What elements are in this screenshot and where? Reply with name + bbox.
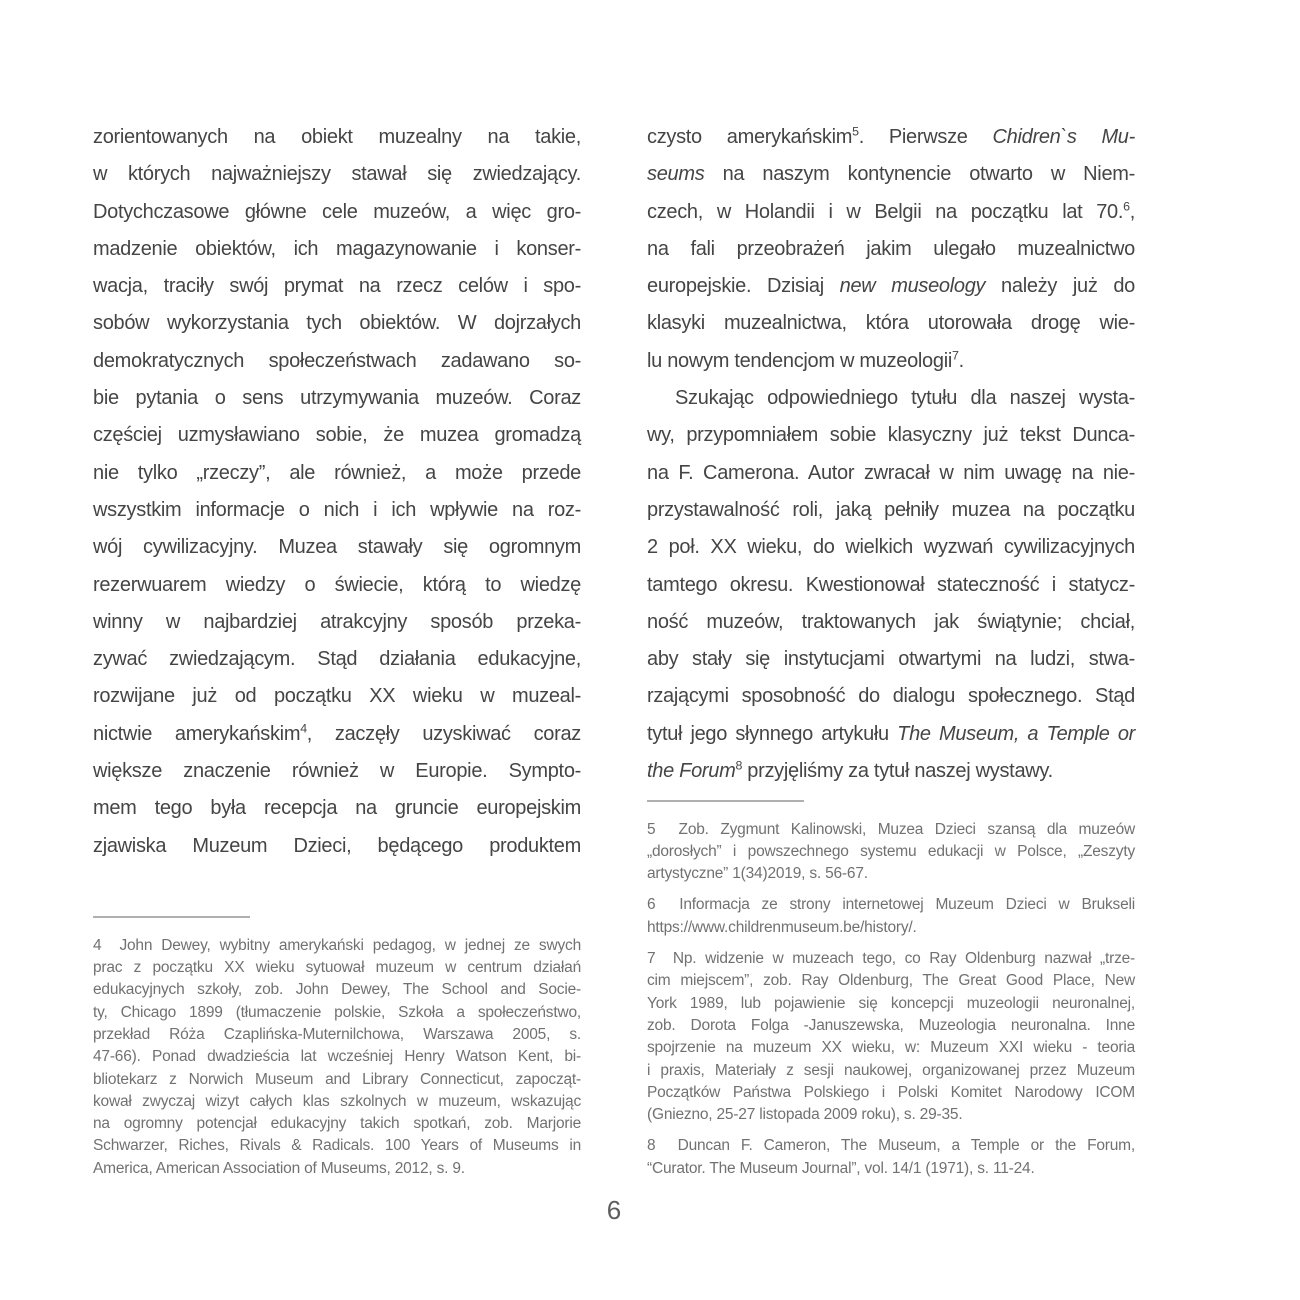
text-line: cim miejscem”, zob. Ray Oldenburg, The Great Good Place, New (647, 972, 1135, 990)
text-line: 2 poł. XX wieku, do wielkich wyzwań cywilizacyjnych (647, 536, 1135, 559)
text-line: klasyki muzealnictwa, która utorowała drogę wie- (647, 312, 1135, 335)
text-line: wacja, traciły swój prymat na rzecz celów i spo- (93, 275, 581, 298)
text-line: wszystkim informacje o nich i ich wpływie na roz- (93, 498, 581, 521)
left-column (93, 119, 581, 1180)
text-line: spojrzenie na muzeum XX wieku, w: Muzeum XXI wieku - teoria (647, 1039, 1135, 1057)
text-line: prac z początku XX wieku sytuował muzeum w centrum działań (93, 959, 581, 977)
text-line: winny w najbardziej atrakcyjny sposób przeka- (93, 610, 581, 633)
footnote-4 (93, 935, 581, 1180)
text-line: 6 Informacja ze strony internetowej Muzeum Dzieci w Brukseli (647, 896, 1135, 914)
text-line: czysto amerykańskim$^5$. Pierwsze Chidren`s Mu- (647, 124, 1135, 148)
text-line: Dotychczasowe główne cele muzeów, a więc gro- (93, 200, 581, 223)
text-line: zorientowanych na obiekt muzealny na takie, (93, 126, 581, 148)
text-line: Szukając odpowiedniego tytułu dla naszej wysta- (675, 387, 1135, 410)
text-line: https://www.childrenmuseum.be/history/. (647, 918, 917, 936)
right-column (647, 119, 1135, 1180)
text-line: rezerwuarem wiedzy o świecie, którą to wiedzę (93, 573, 581, 596)
text-line: przekład Róża Czaplińska-Muternilchowa, Warszawa 2005, s. (93, 1025, 581, 1043)
text-line: 7 Np. widzenie w muzeach tego, co Ray Oldenburg nazwał „trze- (647, 950, 1135, 968)
footnote-separator (647, 800, 804, 802)
text-line: 47-66). Ponad dwadzieścia lat wcześniej Henry Watson Kent, bi- (93, 1048, 581, 1066)
text-line: na ogromny potencjał edukacyjny takich spotkań, zob. Marjorie (93, 1115, 581, 1133)
text-line: aby stały się instytucjami otwartymi na ludzi, stwa- (647, 648, 1135, 671)
text-line: Początków Państwa Polskiego i Polski Komitet Narodowy ICOM (647, 1083, 1135, 1101)
footnote-7 (647, 948, 1135, 1126)
text-line: czech, w Holandii i w Belgii na początku lat 70.$^6$, (647, 198, 1135, 223)
text-line: the Forum$^8$ przyjęliśmy za tytuł naszej wystawy. (647, 758, 1053, 783)
text-line: zob. Dorota Folga -Januszewska, Muzeologia neuronalna. Inne (647, 1016, 1135, 1034)
text-line: tamtego okresu. Kwestionował stateczność i statycz- (647, 573, 1135, 596)
text-line: zywać zwiedzającym. Stąd działania edukacyjne, (93, 648, 581, 671)
text-line: wy, przypomniałem sobie klasyczny już tekst Dunca- (647, 424, 1135, 447)
text-line: na F. Camerona. Autor zwracał w nim uwagę na nie- (647, 461, 1135, 484)
text-line: tytuł jego słynnego artykułu The Museum, a Temple or (647, 722, 1135, 745)
text-line: nie tylko „rzeczy”, ale również, a może przede (93, 461, 581, 484)
text-line: mem tego była recepcja na gruncie europejskim (93, 797, 581, 820)
page-number: 6 (606, 1195, 622, 1225)
text-line: większe znaczenie również w Europie. Sympto- (93, 760, 581, 783)
text-line: York 1989, lub pojawienie się koncepcji muzeologii neuronalnej, (647, 994, 1135, 1012)
text-line: (Gniezno, 25-27 listopada 2009 roku), s. 29-35. (647, 1106, 963, 1124)
text-line: bliotekarz z Norwich Museum and Library Connecticut, zapocząt- (93, 1070, 581, 1088)
text-line: edukacyjnych szkoły, zob. John Dewey, The School and Socie- (93, 981, 581, 999)
text-line: Schwarzer, Riches, Rivals & Radicals. 100 Years of Museums in (93, 1137, 581, 1155)
text-line: częściej uzmysławiano sobie, że muzea gromadzą (93, 424, 581, 447)
text-line: europejskie. Dzisiaj new museology należy już do (647, 275, 1135, 298)
footnote-8 (647, 1135, 1135, 1180)
footnote-area-right (647, 800, 1135, 1180)
footnote-6 (647, 894, 1135, 939)
text-line: rzającymi sposobność do dialogu społecznego. Stąd (647, 685, 1135, 708)
text-line: ty, Chicago 1899 (tłumaczenie polskie, Szkoła a społeczeństwo, (93, 1003, 581, 1021)
text-line: „dorosłych” i powszechnego systemu edukacji w Polsce, „Zeszyty (647, 842, 1135, 860)
text-line: zjawiska Muzeum Dzieci, będącego produktem (93, 834, 581, 857)
text-line: przystawalność roli, jaką pełniły muzea na początku (647, 498, 1135, 521)
text-line: “Curator. The Museum Journal”, vol. 14/1 (1971), s. 11-24. (647, 1159, 1035, 1177)
text-line: 4 John Dewey, wybitny amerykański pedagog, w jednej ze swych (93, 936, 581, 954)
body-paragraph-2 (647, 380, 1135, 790)
body-paragraph-1 (647, 119, 1135, 380)
text-line: demokratycznych społeczeństwach zadawano so- (93, 349, 581, 372)
text-line: na fali przeobrażeń jakim ulegało muzealnictwo (647, 237, 1135, 260)
footnote-separator (93, 916, 250, 918)
body-text-left (93, 119, 581, 865)
text-line: w których najważniejszy stawał się zwiedzający. (93, 163, 581, 186)
footnote-5 (647, 819, 1135, 886)
text-line: kował zwyczaj wizyt całych klas szkolnych w muzeum, wskazując (93, 1092, 581, 1110)
text-line: sobów wykorzystania tych obiektów. W dojrzałych (93, 312, 581, 335)
text-line: madzenie obiektów, ich magazynowanie i konser- (93, 237, 581, 260)
text-line: bie pytania o sens utrzymywania muzeów. Coraz (93, 387, 581, 410)
text-line: nictwie amerykańskim$^4$, zaczęły uzyskiwać coraz (93, 721, 581, 745)
text-line: wój cywilizacyjny. Muzea stawały się ogromnym (93, 536, 581, 559)
text-line: seums na naszym kontynencie otwarto w Niem- (647, 163, 1135, 186)
text-line: America, American Association of Museums, 2012, s. 9. (93, 1159, 465, 1177)
text-line: artystyczne” 1(34)2019, s. 56-67. (647, 865, 868, 883)
text-line: i praxis, Materiały z sesji naukowej, organizowanej przez Muzeum (647, 1061, 1135, 1079)
text-line: 8 Duncan F. Cameron, The Museum, a Temple or the Forum, (647, 1137, 1135, 1155)
page-content (93, 119, 1135, 1180)
footnote-area-left (93, 916, 581, 1180)
text-line: 5 Zob. Zygmunt Kalinowski, Muzea Dzieci szansą dla muzeów (647, 820, 1135, 838)
text-line: ność muzeów, traktowanych jak świątynie; chciał, (647, 610, 1135, 633)
text-line: lu nowym tendencjom w muzeologii$^7$. (647, 348, 964, 372)
text-line: rozwijane już od początku XX wieku w muzeal- (93, 685, 581, 708)
